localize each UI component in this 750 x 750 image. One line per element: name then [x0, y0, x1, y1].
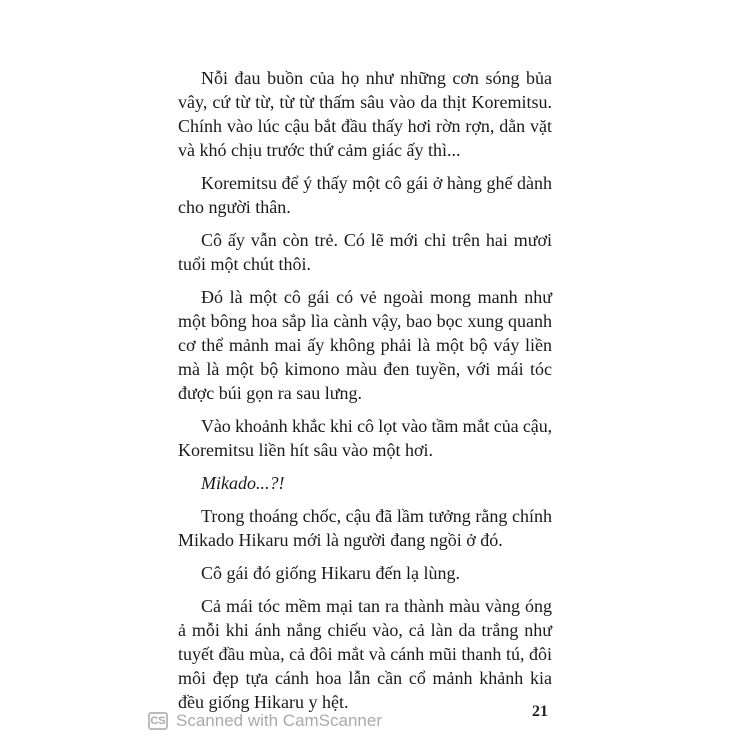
text-line: Koremitsu liền hít sâu vào một hơi. [178, 440, 433, 460]
page-number: 21 [532, 703, 548, 720]
text-line: Koremitsu để ý thấy một cô gái ở hàng ghế dành [201, 173, 552, 193]
text-line: Mikado Hikaru mới là người đang ngồi ở đó. [178, 530, 503, 550]
text-line: tuổi một chút thôi. [178, 254, 311, 274]
text-line: môi đẹp tựa cánh hoa lẫn cần cổ mảnh khảnh kia [178, 668, 552, 688]
text-line: Vào khoảnh khắc khi cô lọt vào tầm mắt của cậu, [201, 416, 552, 436]
text-line: Cô ấy vẫn còn trẻ. Có lẽ mới chỉ trên hai mươi [201, 230, 552, 250]
text-line: cơ thể mảnh mai ấy không phải là một bộ váy liền [178, 335, 552, 355]
text-line: Mikado...?! [201, 473, 285, 493]
text-line: cho người thân. [178, 197, 291, 217]
text-line: mà là một bộ kimono màu đen tuyền, với mái tóc [178, 359, 552, 379]
watermark-text: Scanned with CamScanner [176, 711, 383, 730]
paragraph [178, 171, 552, 219]
paragraph [178, 414, 552, 462]
paragraph [178, 594, 552, 714]
text-line: một bông hoa sắp lìa cành vậy, bao bọc xung quanh [178, 311, 552, 331]
camscanner-watermark [148, 711, 382, 731]
paragraph [178, 285, 552, 405]
book-body-text [178, 66, 552, 714]
text-line: tuyết đầu mùa, cả đôi mắt và cánh mũi thanh tú, đôi [178, 644, 552, 664]
text-line: Cô gái đó giống Hikaru đến lạ lùng. [201, 563, 460, 583]
paragraph [178, 471, 552, 495]
text-line: Trong thoáng chốc, cậu đã lầm tưởng rằng chính [201, 506, 552, 526]
text-line: vây, cứ từ từ, từ từ thấm sâu vào da thịt Koremitsu. [178, 92, 552, 112]
text-line: ả mỗi khi ánh nắng chiếu vào, cả làn da trắng như [178, 620, 552, 640]
paragraph [178, 228, 552, 276]
text-line: đều giống Hikaru y hệt. [178, 692, 349, 712]
text-line: Nỗi đau buồn của họ như những cơn sóng bủa [201, 68, 552, 88]
text-line: và khó chịu trước thứ cảm giác ấy thì... [178, 140, 461, 160]
text-line: Chính vào lúc cậu bắt đầu thấy hơi rờn rợn, dằn vặt [178, 116, 552, 136]
text-line: Cả mái tóc mềm mại tan ra thành màu vàng óng [201, 596, 552, 616]
camscanner-logo-icon: CS [148, 712, 168, 730]
paragraph [178, 504, 552, 552]
paragraph [178, 561, 552, 585]
paragraph [178, 66, 552, 162]
text-line: được búi gọn ra sau lưng. [178, 383, 362, 403]
text-line: Đó là một cô gái có vẻ ngoài mong manh như [201, 287, 552, 307]
